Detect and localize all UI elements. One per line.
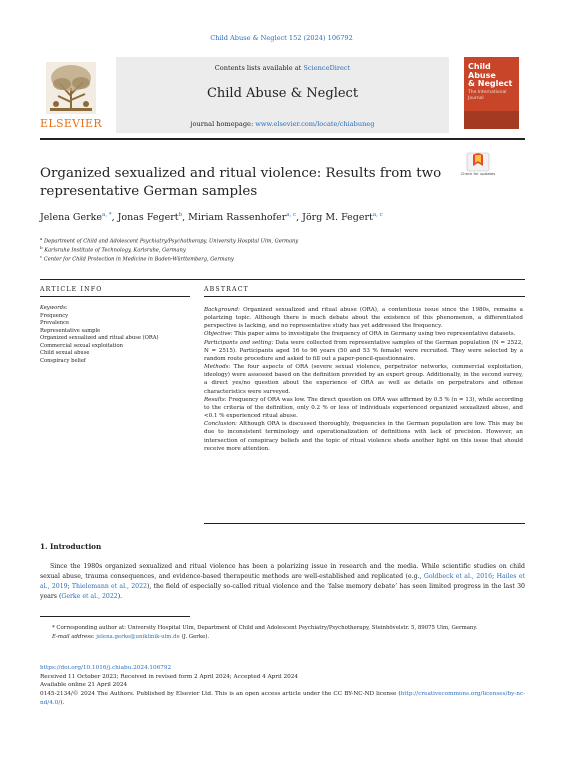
sciencedirect-link[interactable]: ScienceDirect [303,64,351,72]
license-statement: 0145-2134/© 2024 The Authors. Published by Elsevier Ltd. This is an open access article under the CC BY-NC-ND license (http://creativecommons.org/licenses/by-nc-nd/4.0/). [40,691,525,706]
affiliation: $^c$ Center for Child Protection in Medicine in Baden-Württemberg, Germany [40,254,234,263]
footnote-rule [40,616,190,617]
introduction-paragraph: Since the 1980s organized sexualized and ritual violence has been a polarizing issue in research and the media. While scientific studies on child sexual abuse, trauma consequences, and evidence-based therapeutic methods are well-established and replicated (e.g., Goldbeck et al., 2016; Hailes et al., 2019; Thielemann et al., 2022), the field of especially so-called ritual violence and the ‘false memory debate’ has seen limited progress in the last 30 years (Gerke et al., 2022). [40,563,525,600]
keyword: Conspiracy belief [40,357,86,364]
author-list: Jelena Gerke$^{a, *}$, Jonas Fegert$^b$, Miriam Rassenhofer$^{a, c}$, Jörg M. Fegert$^{a, c}$ [40,212,383,224]
abstract-paragraph: Background: Organized sexualized and ritual abuse (ORA), a contentious issue since the 1980s, remains a polarizing topic. Although there is much debate about the existence of this phenomenon, a differentiated perspective is lacking, and no representative study has yet addressed the frequency. [204,307,523,330]
footnote [40,624,525,641]
available-online: Available online 21 April 2024 [40,682,128,689]
abstract-paragraph: Methods: The four aspects of ORA (severe sexual violence, perpetrator networks, commercial exploitation, ideology) were assessed based on the definition provided by an expert group. Additionally, in the second survey, a direct yes/no question about the experience of ORA as well as details on perpetrators and offense characteristics were surveyed. [204,364,523,395]
abstract-body [204,306,523,453]
author[interactable]: Jelena Gerke [40,212,103,224]
homepage-line [116,120,449,128]
abstract-paragraph: Participants and setting: Data were collected from representative samples of the German population (N = 2522, N = 2515). Participants aged 16 to 96 years (50 and 53 % female) were recruited. They were selected by a random route procedure and asked to fill out a paper-pencil-questionnaire. [204,339,523,362]
received-dates: Received 11 October 2023; Received in revised form 2 April 2024; Accepted 4 April 2024 [40,673,298,680]
journal-reference[interactable]: Child Abuse & Neglect 152 (2024) 106792 [210,34,353,42]
keyword: Frequency [40,312,69,319]
keywords-block [40,305,195,365]
article-title: Organized sexualized and ritual violence: Results from two representative German samples [40,166,442,199]
corresponding-author-note: * Corresponding author at: University Hospital Ulm, Department of Child and Adolescent Psychiatry/Psychotherapy, Steinhövelstr. 5, 89075 Ulm, Germany. [52,625,478,631]
license-link[interactable]: http://creativecommons.org/licenses/by-nc-nd/4.0/ [40,691,525,706]
abstract-end-rule [204,523,525,524]
introduction-heading: 1. Introduction [40,542,102,551]
affiliation: $^b$ Karlsruhe Institute of Technology, Karlsruhe, Germany [40,245,186,254]
journal-cover[interactable] [464,57,519,129]
journal-title: Child Abuse & Neglect [206,86,359,101]
abstract-paragraph: Objective: This paper aims to investigate the frequency of ORA in Germany using two representative datasets. [204,331,516,338]
header-rule [40,138,525,140]
article-info-rule [40,296,190,297]
keyword: Prevalence [40,320,70,326]
contents-line [116,64,449,72]
cover-subtitle: The International Journal [468,90,507,101]
citation-link[interactable]: Thielemann et al., 2022 [71,583,147,590]
keywords-label: Keywords: [40,305,68,311]
author[interactable]: Miriam Rassenhofer [188,212,287,224]
author[interactable]: Jörg M. Fegert [302,212,373,224]
author[interactable]: Jonas Fegert [117,212,179,224]
abstract-paragraph: Conclusion: Although ORA is discussed thoroughly, frequencies in the German population are low. This may be due to inconsistent terminology and operationalization of definitions with lack of precision. However, an intersection of conspiracy beliefs and the topic of ritual violence sheds another light on this issue that should receive more attention. [204,421,523,452]
author-affiliation-marker[interactable]: a, c [286,212,297,218]
keyword: Commercial sexual exploitation [40,342,123,349]
affiliation: $^a$ Department of Child and Adolescent Psychiatry/Psychotherapy, University Hospital Ulm, Germany [40,236,299,245]
publisher-name: ELSEVIER [40,117,102,130]
contents-prefix: Contents lists available at [214,64,304,72]
section-rule [40,279,525,280]
abstract-rule [204,296,525,297]
keyword: Organized sexualized and ritual abuse (ORA) [40,335,159,341]
article-info-heading: ARTICLE INFO [40,286,103,293]
keyword: Representative sample [40,327,101,334]
citation-link[interactable]: Gerke et al., 2022 [61,593,118,600]
citation-link[interactable]: Goldbeck et al., 2016 [423,573,493,580]
doi-link[interactable]: https://doi.org/10.1016/j.chiabu.2024.106792 [40,665,172,671]
author-affiliation-marker[interactable]: b [178,212,183,218]
author-affiliation-marker[interactable]: a, c [372,212,383,218]
homepage-link[interactable]: www.elsevier.com/locate/chiabuneg [255,120,375,128]
article-metadata [40,664,525,708]
cover-band [464,111,519,129]
check-for-updates-label[interactable]: Check for updates [460,171,496,176]
email-link[interactable]: jelena.gerke@uniklinik-ulm.de [96,633,180,640]
author-affiliation-marker[interactable]: a, * [102,212,112,218]
abstract-paragraph: Results: Frequency of ORA was low. The direct question on ORA was affirmed by 0.5 % (n = 13), while according to the criteria of the definition, only 0.2 % or less of individuals experienced organized sexualized abuse, and <0.1 % experienced ritual abuse. [204,396,523,420]
cover-title: Child Abuse & Neglect [468,62,513,88]
homepage-prefix: journal homepage: [190,120,256,128]
keyword: Child sexual abuse [40,350,90,356]
abstract-heading: ABSTRACT [204,286,249,293]
email-line: E-mail address: jelena.gerke@uniklinik-ulm.de (J. Gerke). [52,633,210,640]
citation-link[interactable]: Hailes et al., 2019 [40,573,525,590]
